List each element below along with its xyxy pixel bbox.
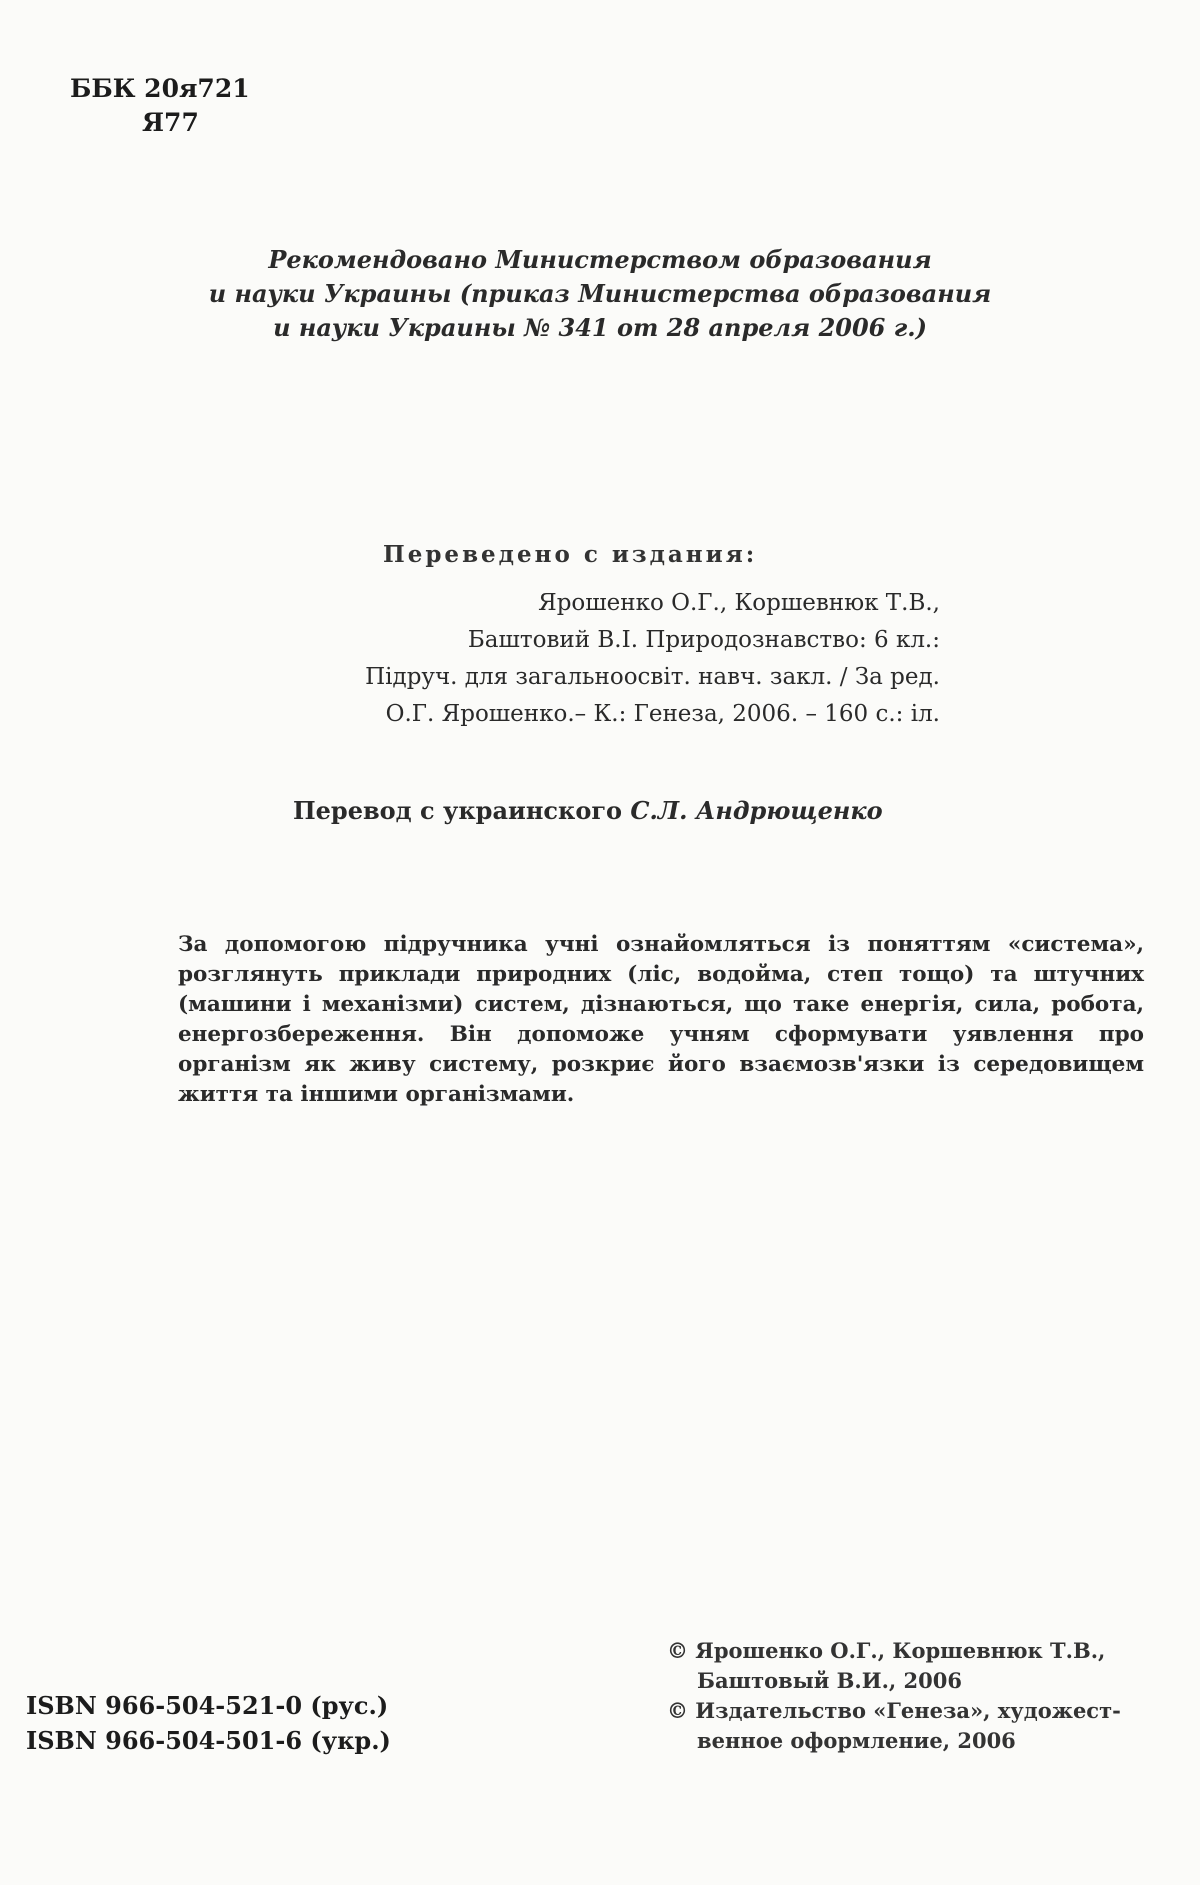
bbk-classification (70, 72, 250, 140)
source-line: Баштовий В.І. Природознавство: 6 кл.: (467, 627, 940, 653)
copyright-line: венное оформление, 2006 (697, 1728, 1016, 1753)
bbk-code: ББК 20я721 (70, 74, 250, 103)
author-mark: Я77 (142, 108, 199, 137)
isbn-line: ISBN 966-504-501-6 (укр.) (26, 1726, 391, 1755)
copyright-block (667, 1636, 1157, 1756)
source-heading: Переведено с издания: (383, 541, 758, 568)
ministry-recommendation (170, 243, 1030, 345)
isbn-block (26, 1688, 391, 1758)
copyright-line: © Издательство «Генеза», художест- (667, 1698, 1121, 1723)
translation-credit (293, 796, 883, 825)
recommendation-line: Рекомендовано Министерством образования (268, 245, 932, 274)
isbn-line: ISBN 966-504-521-0 (рус.) (26, 1691, 389, 1720)
copyright-line: Баштовый В.И., 2006 (697, 1668, 962, 1693)
source-edition (240, 585, 940, 733)
translator-name: С.Л. Андрющенко (630, 796, 883, 825)
source-line: Ярошенко О.Г., Коршевнюк Т.В., (538, 590, 940, 616)
recommendation-line: и науки Украины № 341 от 28 апреля 2006 г.) (273, 313, 927, 342)
copyright-line: © Ярошенко О.Г., Коршевнюк Т.В., (667, 1638, 1106, 1663)
source-line: Підруч. для загальноосвіт. навч. закл. / За ред. (365, 664, 940, 690)
annotation-paragraph: За допомогою підручника учні ознайомляться із поняттям «система», розглянуть приклади природних (ліс, водойма, степ тощо) та штучних (машини і механізми) систем, дізнаються, що таке енергія, сила, робота, енергозбереження. Він допоможе учням сформувати уявлення про організм як живу систему, розкриє його взаємозв'язки із середовищем життя та іншими організмами. (178, 932, 1144, 1107)
translation-prefix: Перевод с украинского (293, 796, 623, 825)
source-line: О.Г. Ярошенко.– К.: Генеза, 2006. – 160 с.: іл. (385, 701, 940, 727)
recommendation-line: и науки Украины (приказ Министерства образования (208, 279, 992, 308)
